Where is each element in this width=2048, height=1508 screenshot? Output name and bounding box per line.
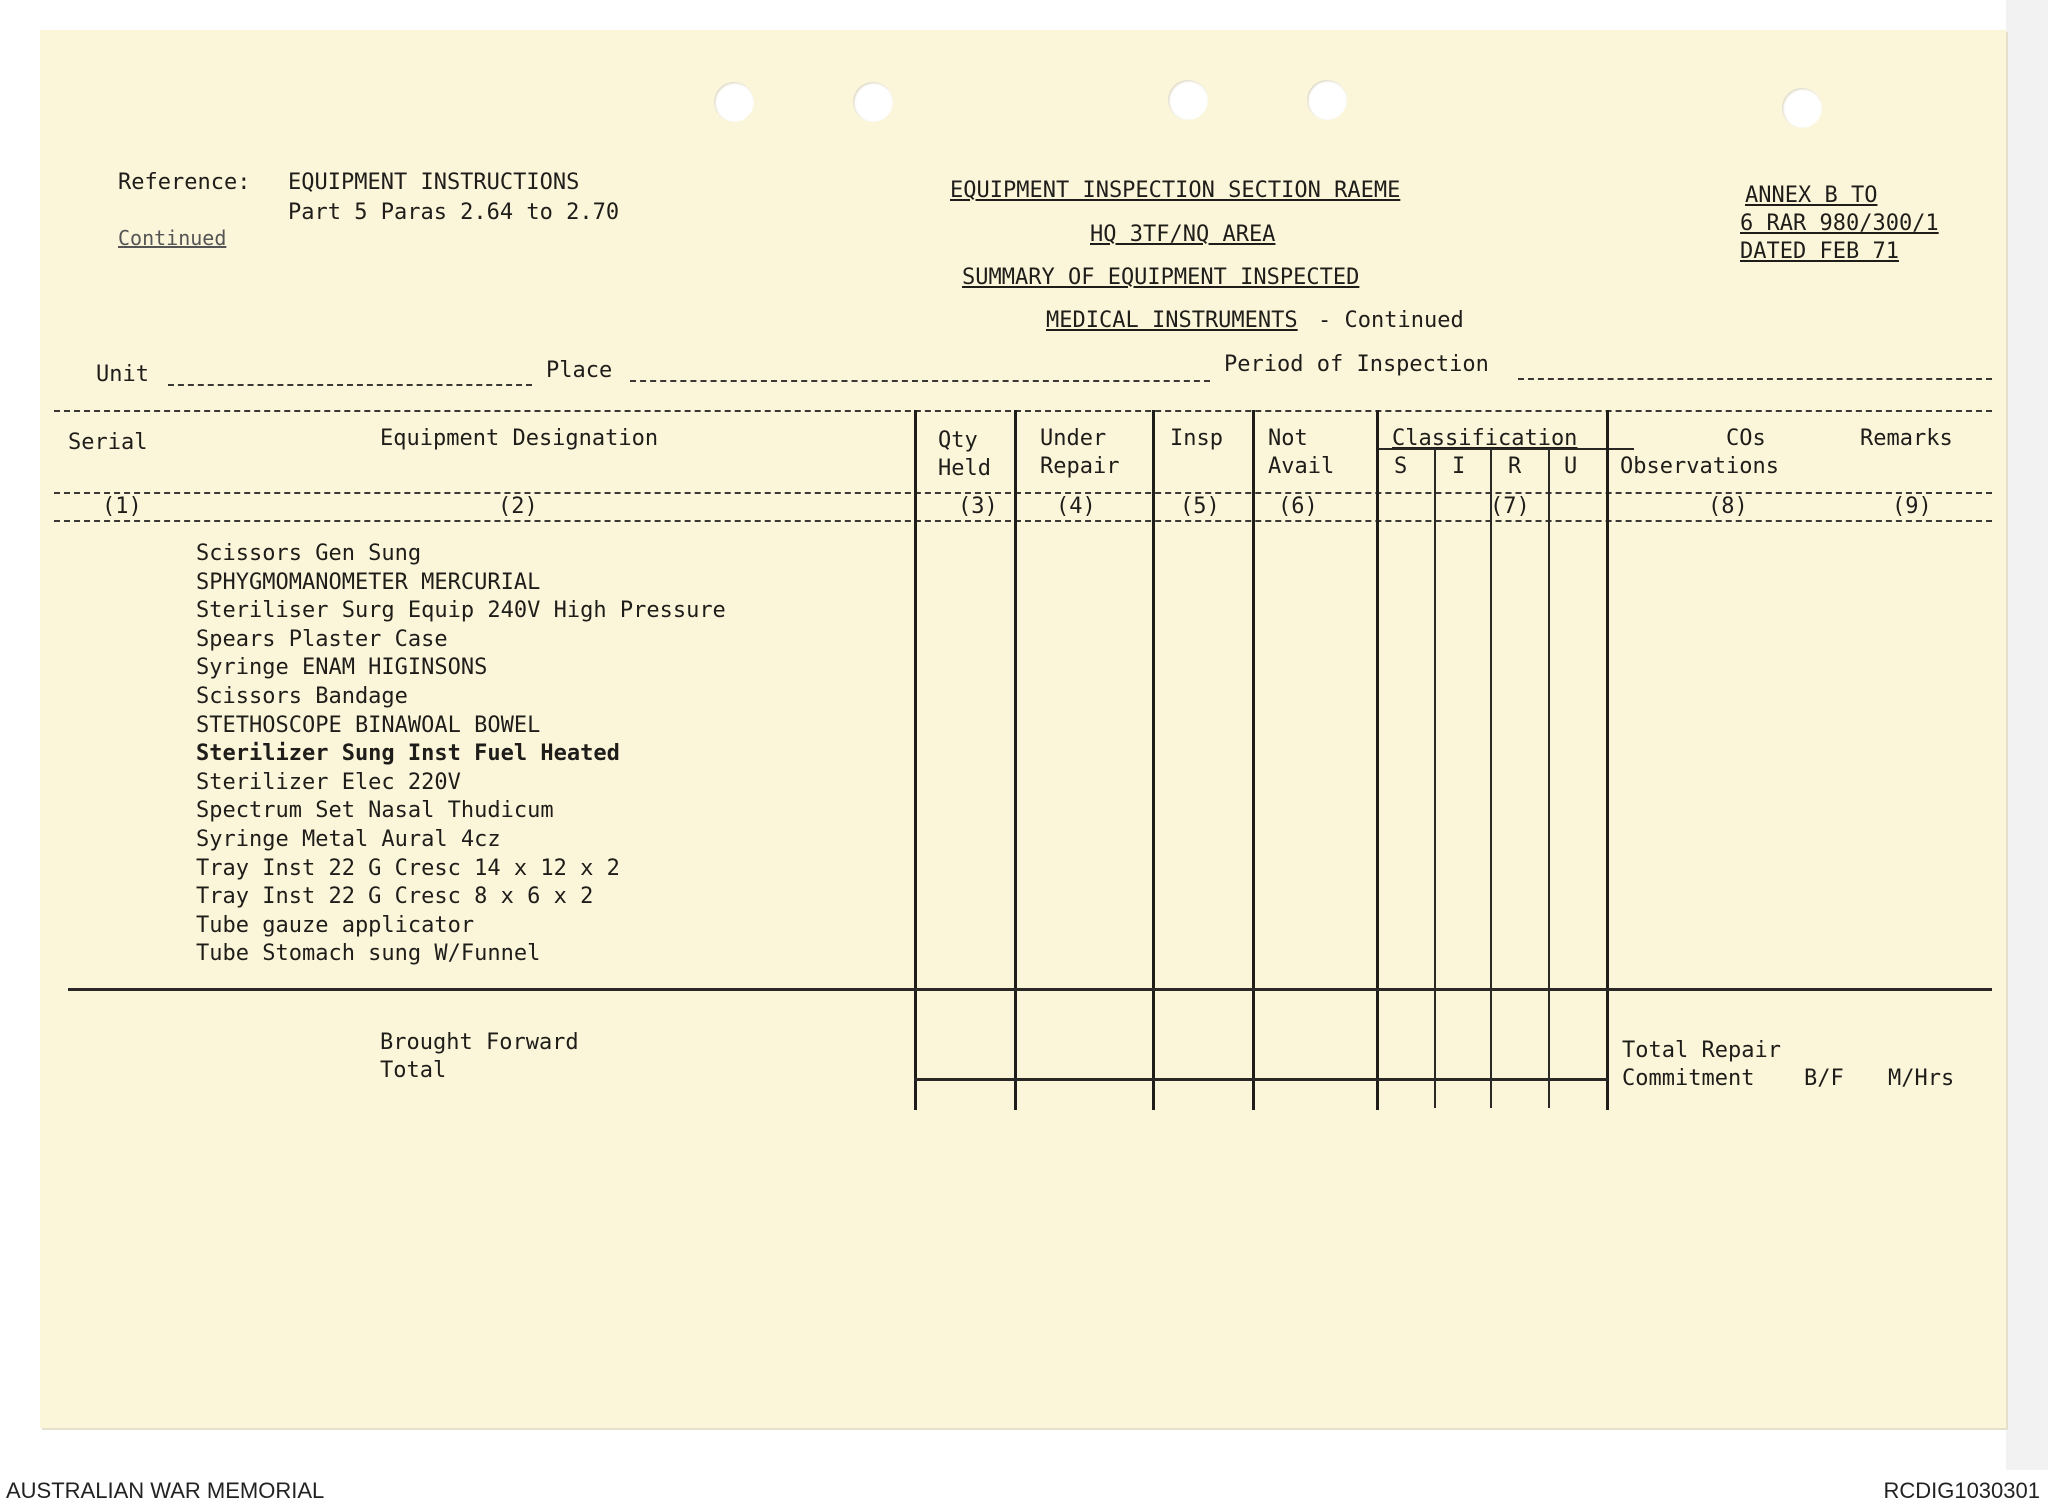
col-cos-2: Observations (1620, 454, 1779, 479)
col-divider (914, 410, 917, 1110)
document-sheet (40, 30, 2006, 1428)
list-item: Scissors Gen Sung (196, 541, 422, 566)
list-item: Scissors Bandage (196, 683, 408, 709)
col-number-9: (9) (1892, 494, 1932, 519)
header-bottom-rule (54, 492, 1992, 494)
col-qty-1: Qty (938, 428, 978, 453)
col-divider (1252, 410, 1255, 1110)
col-repair-1: Under (1040, 426, 1107, 451)
title-line-4-suffix: - Continued (1318, 308, 1464, 333)
list-item: Tube gauze applicator (196, 912, 475, 938)
list-item: Spectrum Set Nasal Thudicum (196, 798, 554, 824)
title-line-4: MEDICAL INSTRUMENTS (1046, 308, 1298, 333)
list-item: STETHOSCOPE BINAWOAL BOWEL (196, 712, 541, 738)
classification-rule (1378, 448, 1634, 450)
col-class-u: U (1564, 454, 1578, 479)
col-number-8: (8) (1708, 494, 1748, 519)
footer-right: RCDIG1030301 (1883, 1478, 2040, 1503)
col-number-5: (5) (1180, 494, 1220, 519)
bf-label: B/F (1804, 1066, 1844, 1091)
equipment-list (196, 540, 726, 969)
col-serial: Serial (68, 430, 148, 455)
brought-forward-label: Brought Forward (380, 1030, 579, 1055)
list-bottom-rule (68, 988, 1992, 991)
reference-line-2: Part 5 Paras 2.64 to 2.70 (288, 200, 620, 225)
col-divider (1606, 410, 1609, 1110)
list-item: Syringe Metal Aural 4cz (196, 826, 501, 852)
col-avail-1: Not (1268, 426, 1308, 451)
annex-line-2: 6 RAR 980/300/1 (1740, 211, 1939, 236)
col-number-4: (4) (1056, 494, 1096, 519)
col-class-r: R (1508, 454, 1522, 479)
list-item: Spears Plaster Case (196, 626, 448, 652)
unit-label: Unit (96, 362, 149, 387)
class-divider (1548, 450, 1550, 1108)
mhrs-label: M/Hrs (1888, 1066, 1955, 1091)
period-label: Period of Inspection (1224, 352, 1489, 377)
punch-hole (1307, 80, 1347, 120)
table-top-rule (54, 410, 1992, 412)
punch-hole (714, 82, 754, 122)
punch-hole (1168, 80, 1208, 120)
col-number-3: (3) (958, 494, 998, 519)
list-item: Syringe ENAM HIGINSONS (196, 655, 488, 681)
col-repair-2: Repair (1040, 454, 1120, 479)
punch-hole (1782, 88, 1822, 128)
period-field-line (1518, 378, 1992, 380)
list-item: SPHYGMOMANOMETER MERCURIAL (196, 569, 541, 595)
place-label: Place (546, 358, 613, 383)
class-divider (1490, 450, 1492, 1108)
continued-note: Continued (118, 226, 227, 250)
punch-hole (853, 82, 893, 122)
reference-line-1: EQUIPMENT INSTRUCTIONS (288, 170, 580, 195)
title-line-1: EQUIPMENT INSPECTION SECTION RAEME (950, 178, 1401, 203)
col-designation: Equipment Designation (380, 426, 659, 451)
class-divider (1434, 450, 1436, 1108)
reference-label: Reference: (118, 170, 251, 195)
number-row-rule (54, 520, 1992, 522)
unit-field-line (168, 384, 532, 386)
col-remarks: Remarks (1860, 426, 1953, 451)
commitment-label: Commitment (1622, 1066, 1755, 1091)
col-avail-2: Avail (1268, 454, 1335, 479)
list-item: Sterilizer Elec 220V (196, 769, 461, 795)
list-item: Sterilizer Sung Inst Fuel Heated (196, 741, 620, 767)
col-class-s: S (1394, 454, 1408, 479)
col-number-7: (7) (1490, 494, 1530, 519)
col-number-6: (6) (1278, 494, 1318, 519)
list-item: Tube Stomach sung W/Funnel (196, 941, 541, 967)
annex-line-1: ANNEX B TO (1745, 183, 1878, 208)
col-qty-2: Held (938, 456, 991, 481)
list-item: Tray Inst 22 G Cresc 14 x 12 x 2 (196, 855, 620, 881)
col-number-2: (2) (498, 494, 538, 519)
footer-left: AUSTRALIAN WAR MEMORIAL (6, 1478, 325, 1503)
col-cos-1: COs (1726, 426, 1766, 451)
annex-line-3: DATED FEB 71 (1740, 239, 1899, 264)
scan-edge (2006, 0, 2048, 1470)
list-item: Steriliser Surg Equip 240V High Pressure (196, 598, 726, 624)
col-class-i: I (1452, 454, 1466, 479)
col-number-1: (1) (102, 494, 142, 519)
total-repair-label: Total Repair (1622, 1038, 1781, 1063)
totals-bottom-rule (914, 1078, 1608, 1081)
list-item: Tray Inst 22 G Cresc 8 x 6 x 2 (196, 884, 594, 910)
title-line-2: HQ 3TF/NQ AREA (1090, 222, 1276, 247)
col-divider (1376, 410, 1379, 1110)
place-field-line (630, 380, 1210, 382)
col-divider (1014, 410, 1017, 1110)
title-line-3: SUMMARY OF EQUIPMENT INSPECTED (962, 265, 1360, 290)
col-classification: Classification (1392, 426, 1578, 451)
col-insp: Insp (1170, 426, 1223, 451)
total-label: Total (380, 1058, 447, 1083)
col-divider (1152, 410, 1155, 1110)
